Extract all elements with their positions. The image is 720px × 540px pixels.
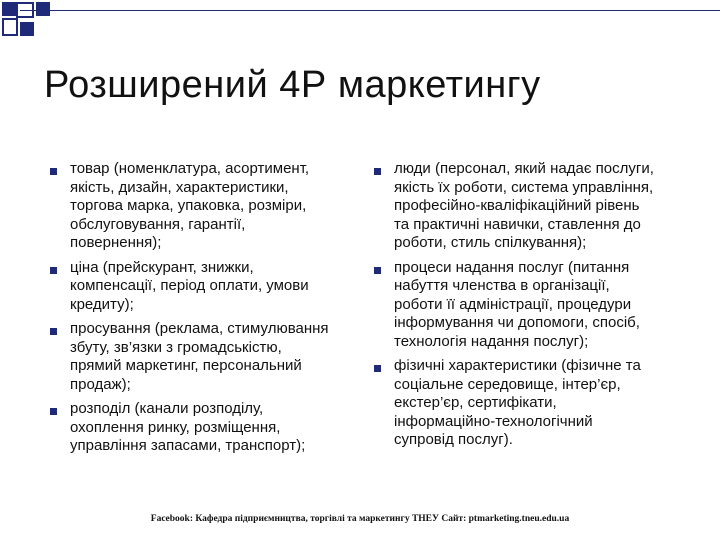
list-item-text: просування (реклама, стимулювання збуту, зв’язки з громадськістю, прямий маркетинг, персональний продаж); xyxy=(70,320,329,393)
corner-decoration xyxy=(0,0,60,50)
square-bullet-icon xyxy=(50,328,57,335)
deco-square-outline-icon xyxy=(2,18,18,36)
square-bullet-icon xyxy=(50,168,57,175)
right-bullet-list xyxy=(374,160,674,456)
square-bullet-icon xyxy=(50,267,57,274)
square-bullet-icon xyxy=(50,408,57,415)
list-item xyxy=(50,160,340,253)
left-bullet-list xyxy=(50,160,340,462)
slide-footer: Facebook: Кафедра підприємництва, торгівлі та маркетингу ТНЕУ Сайт: ptmarketing.tneu.edu.ua xyxy=(150,514,570,524)
list-item-text: ціна (прейскурант, знижки, компенсації, період оплати, умови кредиту); xyxy=(70,258,309,313)
deco-square-icon xyxy=(2,2,16,16)
list-item xyxy=(374,160,674,253)
list-item xyxy=(50,320,340,394)
list-item-text: фізичні характеристики (фізичне та соціальне середовище, інтер’єр, екстер’єр, сертифікати, інформаційно-технологічний супровід послуг). xyxy=(394,357,641,448)
list-item xyxy=(374,357,674,450)
square-bullet-icon xyxy=(374,168,381,175)
slide-title: Розширений 4Р маркетингу xyxy=(44,64,541,106)
list-item xyxy=(374,259,674,352)
square-bullet-icon xyxy=(374,365,381,372)
list-item-text: процеси надання послуг (питання набуття членства в організації, роботи її адміністрації, процедури інформування чи допомоги, спосіб, технологія надання послуг); xyxy=(394,258,640,350)
list-item-text: розподіл (канали розподілу, охоплення ринку, розміщення, управління запасами, транспорт); xyxy=(70,400,306,454)
deco-square-icon xyxy=(36,2,50,16)
deco-square-icon xyxy=(20,22,34,36)
list-item-text: люди (персонал, який надає послуги, якість їх роботи, система управління, професійно-кваліфікаційний рівень та практичні навички, ставлення до роботи, стиль спілкування); xyxy=(394,160,654,251)
header-divider xyxy=(20,10,720,11)
list-item xyxy=(50,400,340,456)
square-bullet-icon xyxy=(374,267,381,274)
list-item xyxy=(50,259,340,315)
list-item-text: товар (номенклатура, асортимент, якість, дизайн, характеристики, торгова марка, упаковка, розміри, обслуговування, гарантії, повернення); xyxy=(70,160,310,251)
